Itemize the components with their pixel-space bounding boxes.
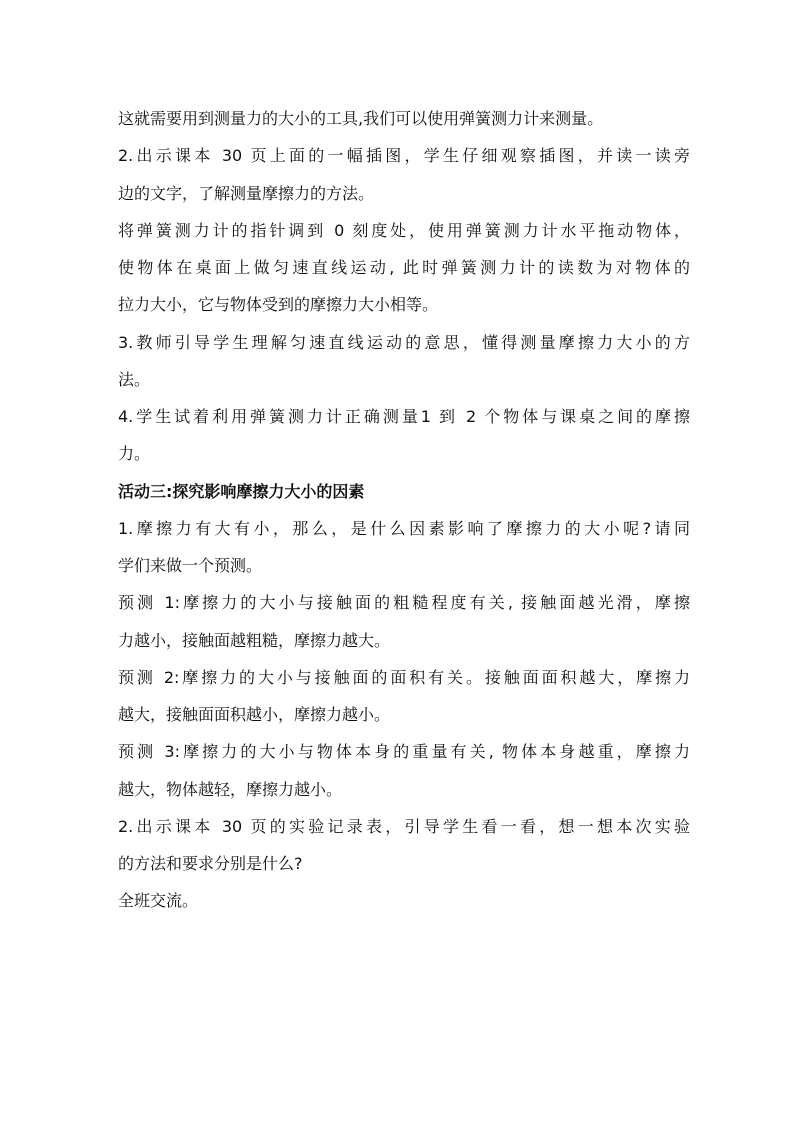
text-line: 力越小，接触面越粗糙，摩擦力越大。 [118, 630, 391, 650]
text-line: 力。 [118, 444, 151, 464]
text-line: 学们来做一个预测。 [118, 556, 263, 575]
text-line: 4.学生试着利用弹簧测力计正确测量1 到 2 个物体与课桌之间的摩擦 [118, 407, 690, 426]
text-line: 边的文字，了解测量摩擦力的方法。 [118, 183, 375, 203]
text-line: 将弹簧测力计的指针调到 0 刻度处，使用弹簧测力计水平拖动物体， [118, 220, 690, 240]
text-line: 越大，接触面面积越小，摩擦力越小。 [118, 705, 391, 724]
text-line: 越大，物体越轻，摩擦力越小。 [118, 779, 343, 799]
section-heading: 活动三:探究影响摩擦力大小的因素 [118, 481, 365, 501]
text-line: 使物体在桌面上做匀速直线运动, 此时弹簧测力计的读数为对物体的 [118, 258, 690, 277]
text-line: 2.出示课本 30 页的实验记录表，引导学生看一看，想一想本次实验 [118, 816, 690, 836]
text-line: 全班交流。 [118, 891, 199, 911]
document-page [118, 100, 690, 920]
text-line: 拉力大小，它与物体受到的摩擦力大小相等。 [118, 295, 439, 315]
text-line: 预测 3:摩擦力的大小与物体本身的重量有关, 物体本身越重，摩擦力 [118, 742, 690, 762]
text-line: 2.出示课本 30 页上面的一幅插图，学生仔细观察插图，并读一读旁 [118, 146, 690, 166]
text-line: 的方法和要求分别是什么? [118, 854, 303, 873]
text-line: 1.摩擦力有大有小，那么，是什么因素影响了摩擦力的大小呢?请同 [118, 518, 690, 538]
text-line: 3.教师引导学生理解匀速直线运动的意思，懂得测量摩擦力大小的方 [118, 332, 690, 352]
text-line: 这就需要用到测量力的大小的工具,我们可以使用弹簧测力计来测量。 [118, 109, 604, 128]
text-line: 预测 2:摩擦力的大小与接触面的面积有关。接触面面积越大，摩擦力 [118, 667, 690, 687]
text-line: 法。 [118, 369, 151, 389]
text-line: 预测 1:摩擦力的大小与接触面的粗糙程度有关, 接触面越光滑，摩擦 [118, 593, 690, 613]
